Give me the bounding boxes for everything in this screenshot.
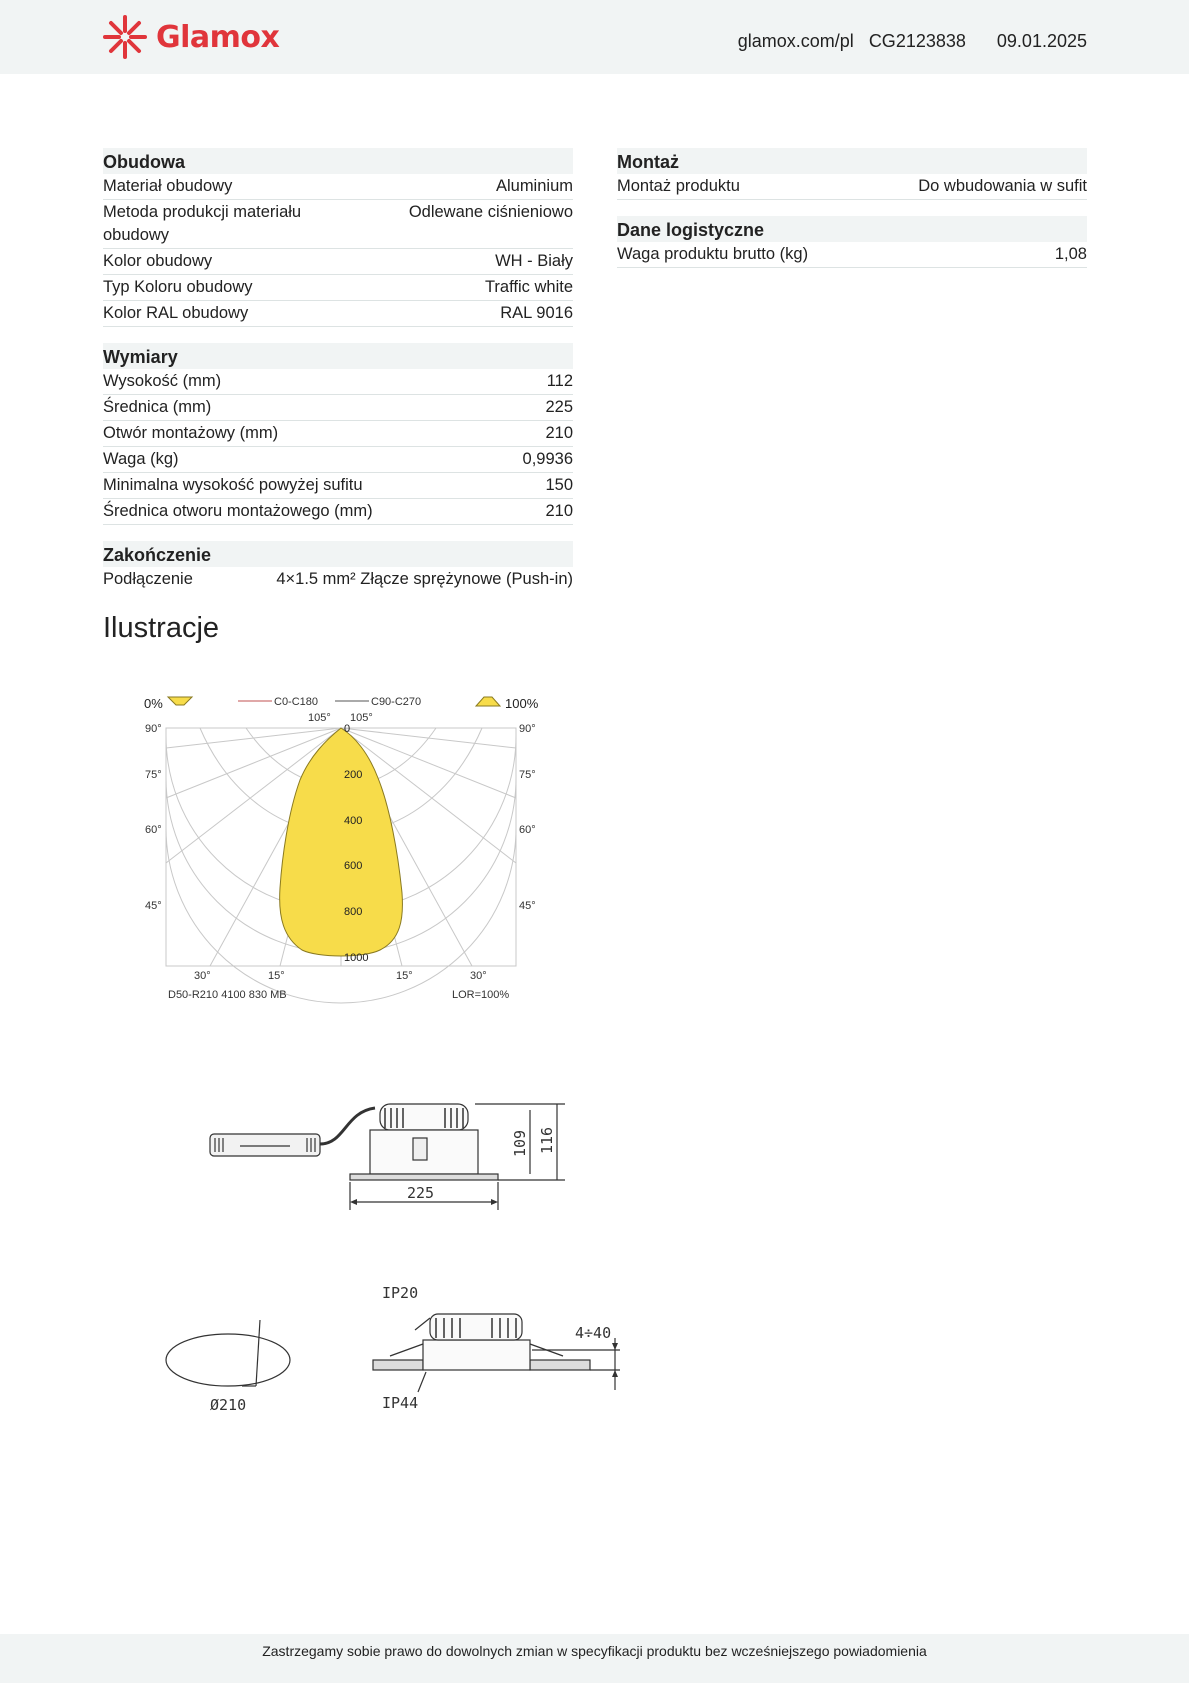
dim-height-outer: 116 <box>538 1126 556 1154</box>
spec-row <box>103 567 573 592</box>
ceiling-panel-right <box>530 1360 590 1370</box>
cable <box>320 1108 375 1144</box>
angle-label-left-75: 75° <box>145 769 162 781</box>
ring-label: 200 <box>344 769 363 781</box>
ring-label: 1000 <box>344 952 369 964</box>
spec-value: 112 <box>546 372 573 390</box>
spec-row <box>103 473 573 499</box>
cutout-ip-drawing <box>160 1280 630 1420</box>
dim-diameter: 225 <box>407 1184 435 1202</box>
spec-row <box>103 499 573 525</box>
section-title: Wymiary <box>103 343 573 369</box>
spec-label: Waga (kg) <box>103 450 179 468</box>
section-title: Montaż <box>617 148 1087 174</box>
polar-percent-left: 0% <box>144 696 163 711</box>
section-title: Obudowa <box>103 148 573 174</box>
product-code: CG2123838 <box>868 31 966 51</box>
right-spec-column <box>617 148 1087 284</box>
spec-row <box>103 174 573 200</box>
spec-row <box>103 301 573 327</box>
spec-row <box>617 174 1087 200</box>
brand-name: Glamox <box>156 19 280 55</box>
footer-disclaimer: Zastrzegamy sobie prawo do dowolnych zmian w specyfikacji produktu bez wcześniejszego powiadomienia <box>262 1643 927 1659</box>
spec-row <box>103 447 573 473</box>
spec-label: Typ Koloru obudowy <box>103 278 253 296</box>
header-meta <box>738 31 1087 52</box>
spec-value: Do wbudowania w sufit <box>918 177 1087 195</box>
angle-label-left-60: 60° <box>145 824 162 836</box>
legend-c0: C0-C180 <box>274 696 319 708</box>
ring-label: 600 <box>344 860 363 872</box>
spec-label: Średnica (mm) <box>103 398 212 416</box>
spec-row <box>103 395 573 421</box>
angle-label-right-60: 60° <box>519 824 536 836</box>
section-zakonczenie <box>103 541 573 592</box>
polar-percent-right: 100% <box>505 696 539 711</box>
dim-ceiling-thickness: 4÷40 <box>575 1324 612 1342</box>
angle-label-left-90: 90° <box>145 723 162 735</box>
left-spec-column <box>103 148 573 608</box>
spec-label: Minimalna wysokość powyżej sufitu <box>103 476 363 494</box>
spec-label: Waga produktu brutto (kg) <box>617 245 809 263</box>
spec-row <box>103 421 573 447</box>
section-wymiary <box>103 343 573 525</box>
spec-label: Materiał obudowy <box>103 177 233 195</box>
glamox-logo-icon <box>102 14 148 60</box>
spec-row <box>103 249 573 275</box>
page-footer <box>0 1634 1189 1683</box>
angle-label-right-75: 75° <box>519 769 536 781</box>
intensity-curve-c0-c180 <box>280 728 403 956</box>
spec-label: Kolor RAL obudowy <box>103 304 249 322</box>
spec-row <box>103 275 573 301</box>
spec-value: Traffic white <box>484 278 573 296</box>
driver-box <box>210 1134 320 1156</box>
luminaire-housing <box>423 1340 530 1370</box>
ceiling-panel-left <box>373 1360 423 1370</box>
luminaire-model: D50-R210 4100 830 MB <box>168 989 287 1001</box>
spec-row <box>103 200 573 249</box>
spec-value: 225 <box>545 398 573 416</box>
illustrations-title: Ilustracje <box>103 612 220 644</box>
ring-label: 400 <box>344 815 363 827</box>
dim-height-inner: 109 <box>511 1129 529 1157</box>
flange <box>350 1174 498 1180</box>
top-angle-left: 105° <box>308 712 331 724</box>
spec-label: Wysokość (mm) <box>103 372 222 390</box>
ring-label: 0 <box>344 723 351 735</box>
spec-value: 210 <box>545 502 573 520</box>
document-date: 09.01.2025 <box>996 31 1087 51</box>
angle-label-bottom-15-left: 15° <box>268 970 285 982</box>
spec-value: Odlewane ciśnieniowo <box>408 203 573 221</box>
heatsink <box>380 1104 468 1130</box>
spec-label: Metoda produkcji materiału obudowy <box>103 203 302 244</box>
spec-value: 150 <box>545 476 573 494</box>
spec-label: Średnica otworu montażowego (mm) <box>103 502 373 520</box>
angle-label-bottom-15-right: 15° <box>396 970 413 982</box>
spec-label: Podłączenie <box>103 570 193 588</box>
angle-label-bottom-30-left: 30° <box>194 970 211 982</box>
downlight-icon-right <box>476 697 500 706</box>
section-obudowa <box>103 148 573 327</box>
legend-c90: C90-C270 <box>371 696 422 708</box>
section-title: Dane logistyczne <box>617 216 1087 242</box>
spec-label: Kolor obudowy <box>103 252 213 270</box>
ip-rating-bottom: IP44 <box>382 1394 419 1412</box>
site-url[interactable]: glamox.com/pl <box>737 31 854 51</box>
spec-row <box>617 242 1087 268</box>
spec-value: Aluminium <box>495 177 573 195</box>
spring-clip <box>413 1138 427 1160</box>
top-angle-right: 105° <box>350 712 373 724</box>
polar-light-distribution-diagram <box>140 688 560 1008</box>
spec-value: 0,9936 <box>522 450 573 468</box>
spec-value: RAL 9016 <box>500 304 573 322</box>
downlight-icon-left <box>168 697 192 705</box>
section-logistyka <box>617 216 1087 268</box>
section-montaz <box>617 148 1087 200</box>
ring-label: 800 <box>344 906 363 918</box>
lor-value: LOR=100% <box>452 989 510 1001</box>
angle-label-right-45: 45° <box>519 900 536 912</box>
spec-value: WH - Biały <box>495 252 573 270</box>
page-header <box>0 0 1189 74</box>
angle-label-bottom-30-right: 30° <box>470 970 487 982</box>
spec-value: 1,08 <box>1054 245 1087 263</box>
brand-logo[interactable] <box>102 14 279 60</box>
ip-rating-top: IP20 <box>382 1284 419 1302</box>
spec-value: 210 <box>545 424 573 442</box>
angle-label-left-45: 45° <box>145 900 162 912</box>
spec-value: 4×1.5 mm² Złącze sprężynowe (Push-in) <box>276 570 573 588</box>
angle-label-right-90: 90° <box>519 723 536 735</box>
section-title: Zakończenie <box>103 541 573 567</box>
spec-row <box>103 369 573 395</box>
cutout-ellipse <box>166 1334 290 1386</box>
side-view-dimension-drawing <box>205 1102 605 1232</box>
spec-label: Otwór montażowy (mm) <box>103 424 279 442</box>
dim-cutout: Ø210 <box>210 1396 247 1414</box>
spec-label: Montaż produktu <box>617 177 740 195</box>
